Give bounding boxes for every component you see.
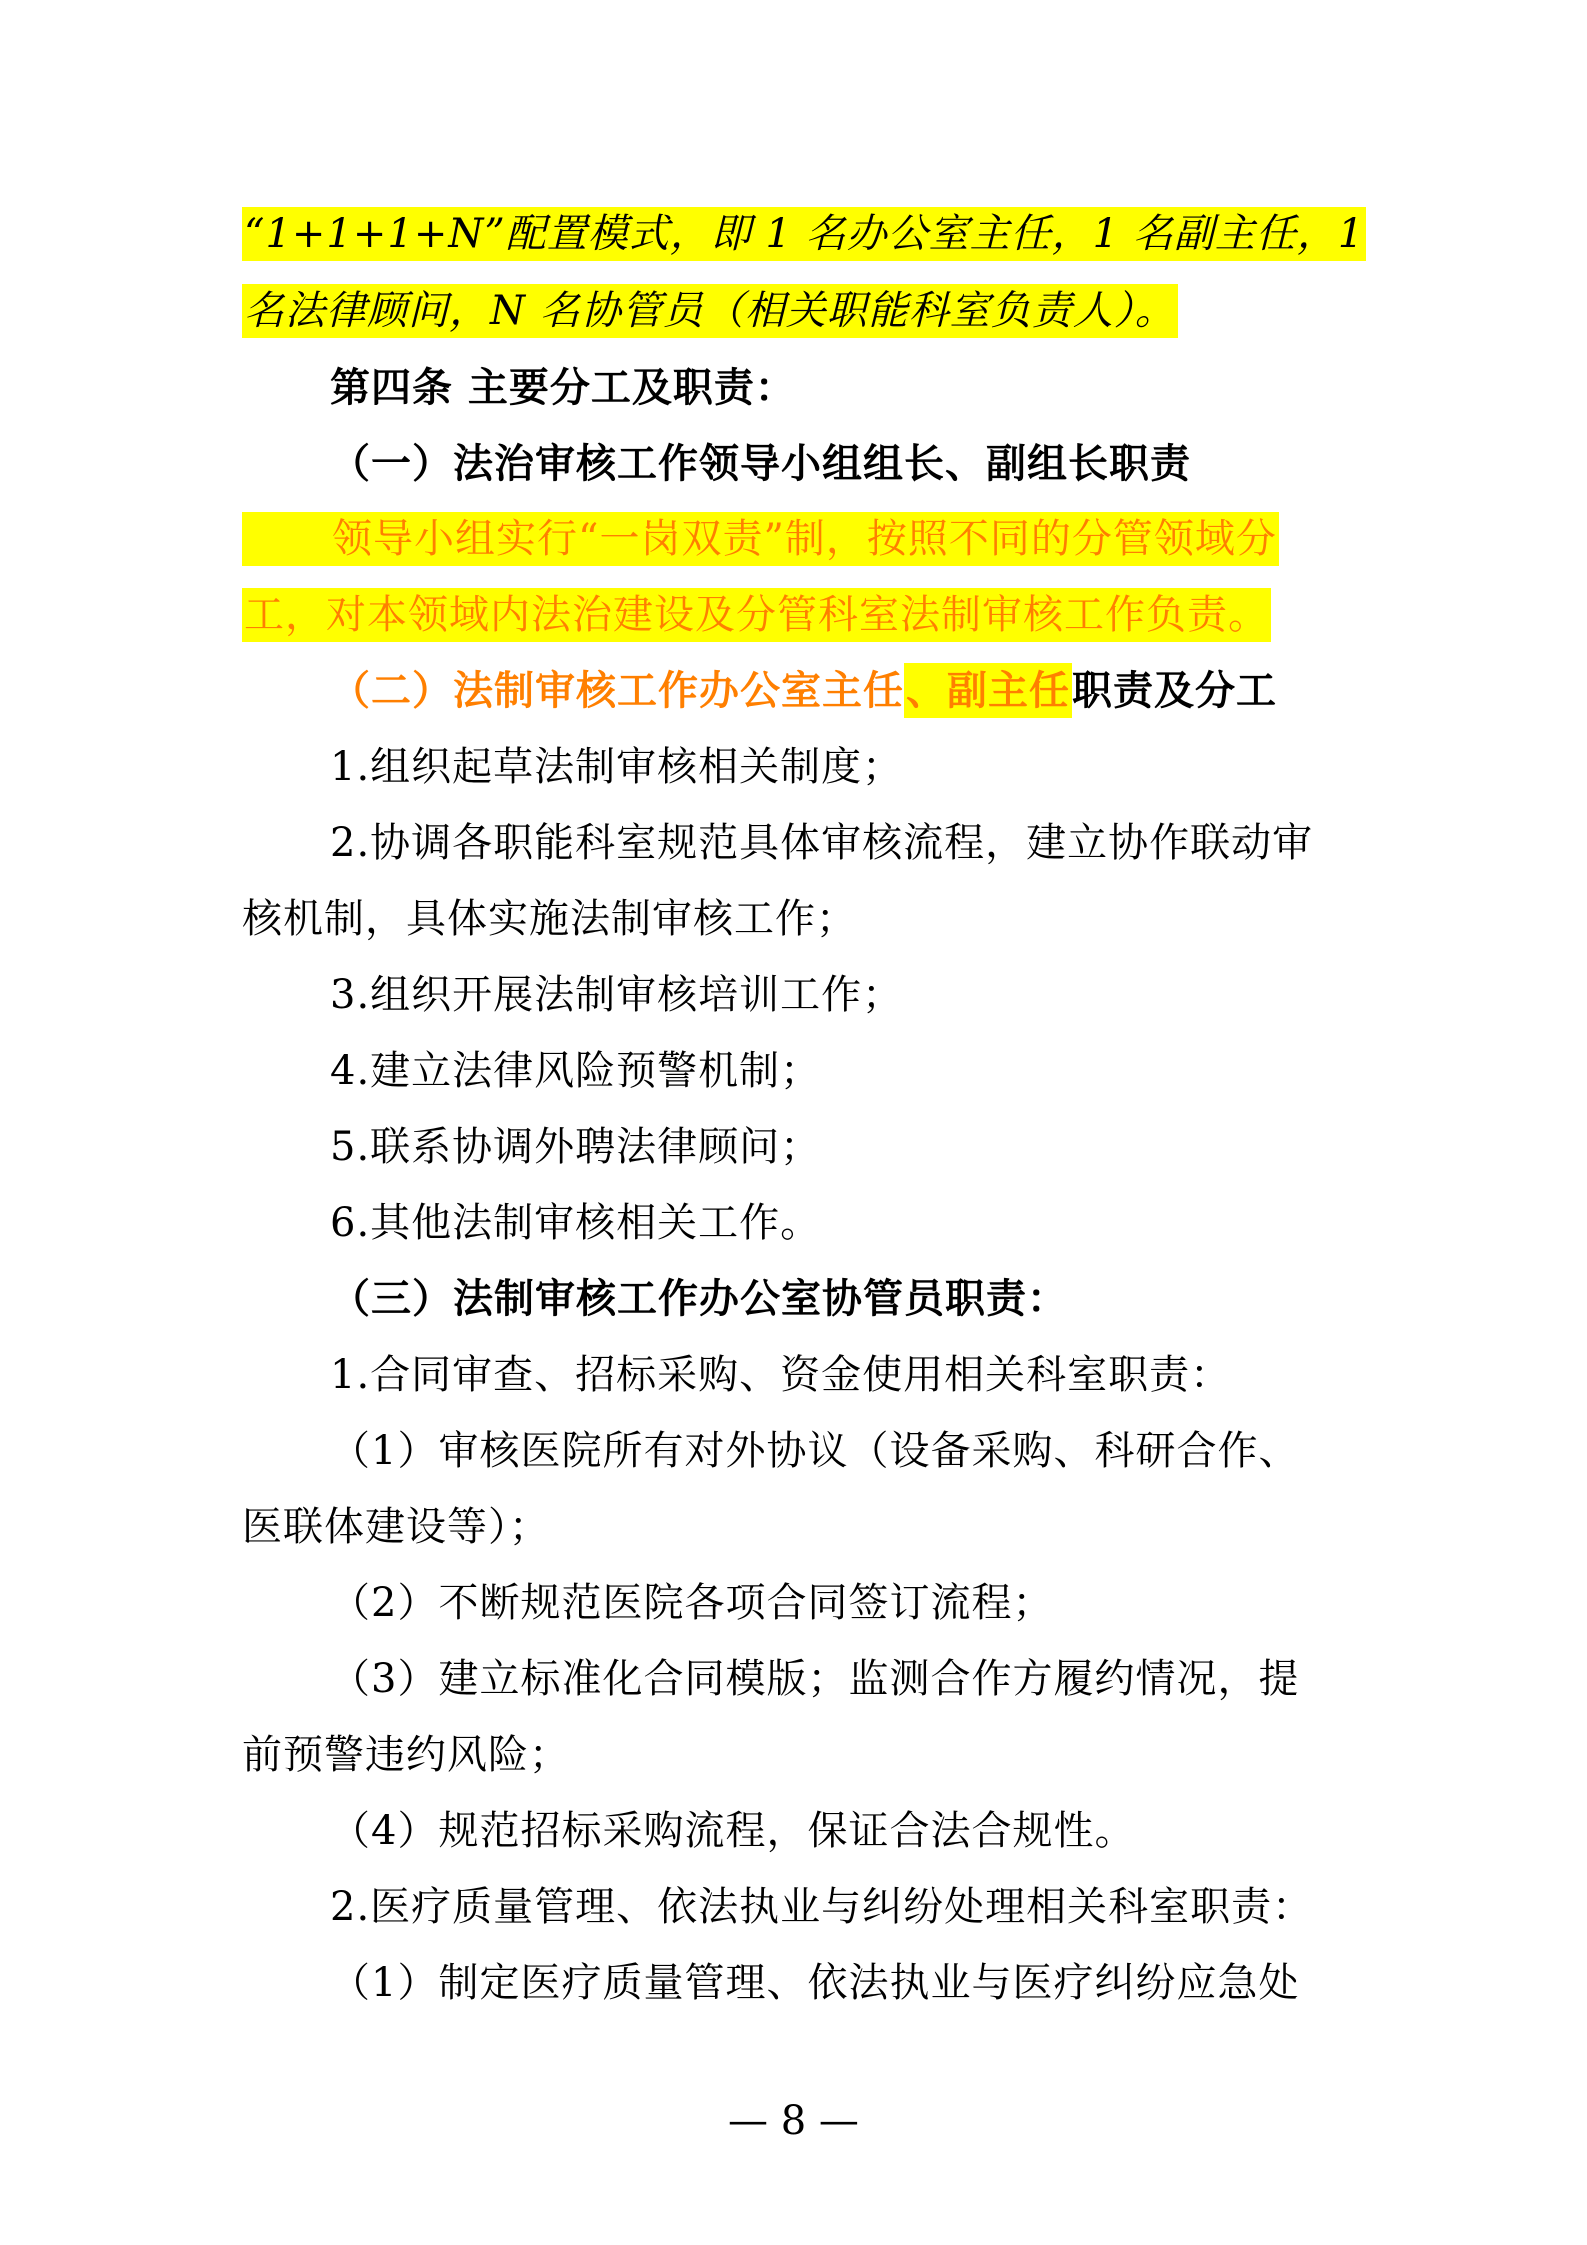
section-heading-part: （二）法制审核工作办公室主任 — [330, 667, 904, 714]
highlighted-text: 领导小组实行“一岗双责”制，按照不同的分管领域分 — [242, 512, 1279, 566]
text-line — [242, 589, 1271, 641]
section-heading — [330, 665, 1277, 717]
text-line — [242, 285, 1178, 337]
section-heading: （一）法治审核工作领导小组组长、副组长职责 — [330, 440, 1191, 487]
section-heading: （三）法制审核工作办公室协管员职责： — [330, 1275, 1068, 1322]
highlighted-text: “1+1+1+N”配置模式，即 1 名办公室主任，1 名副主任，1 — [242, 207, 1366, 261]
text-line: 1.合同审查、招标采购、资金使用相关科室职责： — [330, 1352, 1232, 1398]
article-heading: 第四条 主要分工及职责： — [330, 364, 796, 411]
text-line: 2.医疗质量管理、依法执业与纠纷处理相关科室职责： — [330, 1884, 1314, 1930]
text-line: 2.协调各职能科室规范具体审核流程，建立协作联动审 — [330, 820, 1314, 866]
text-line: 1.组织起草法制审核相关制度； — [330, 744, 904, 790]
text-line: 核机制，具体实施法制审核工作； — [242, 896, 857, 942]
text-line: 前预警违约风险； — [242, 1732, 570, 1778]
text-line: （1）审核医院所有对外协议（设备采购、科研合作、 — [330, 1428, 1300, 1474]
section-heading-part: 职责及分工 — [1072, 667, 1277, 714]
text-line: 4.建立法律风险预警机制； — [330, 1048, 822, 1094]
text-line: 医联体建设等）； — [242, 1504, 550, 1550]
text-line: 3.组织开展法制审核培训工作； — [330, 972, 904, 1018]
highlighted-text: 工，对本领域内法治建设及分管科室法制审核工作负责。 — [242, 588, 1271, 642]
text-line: 5.联系协调外聘法律顾问； — [330, 1124, 822, 1170]
text-line — [242, 208, 1366, 260]
page-number: — 8 — — [728, 2098, 859, 2144]
text-line: 6.其他法制审核相关工作。 — [330, 1200, 822, 1246]
text-line — [242, 513, 1279, 565]
text-line: （2）不断规范医院各项合同签订流程； — [330, 1580, 1054, 1626]
highlighted-text: 名法律顾问，N 名协管员（相关职能科室负责人）。 — [242, 284, 1178, 338]
text-line: （4）规范招标采购流程，保证合法合规性。 — [330, 1808, 1136, 1854]
text-line: （1）制定医疗质量管理、依法执业与医疗纠纷应急处 — [330, 1960, 1300, 2006]
highlighted-text: 、副主任 — [904, 663, 1072, 718]
text-line: （3）建立标准化合同模版；监测合作方履约情况，提 — [330, 1656, 1300, 1702]
